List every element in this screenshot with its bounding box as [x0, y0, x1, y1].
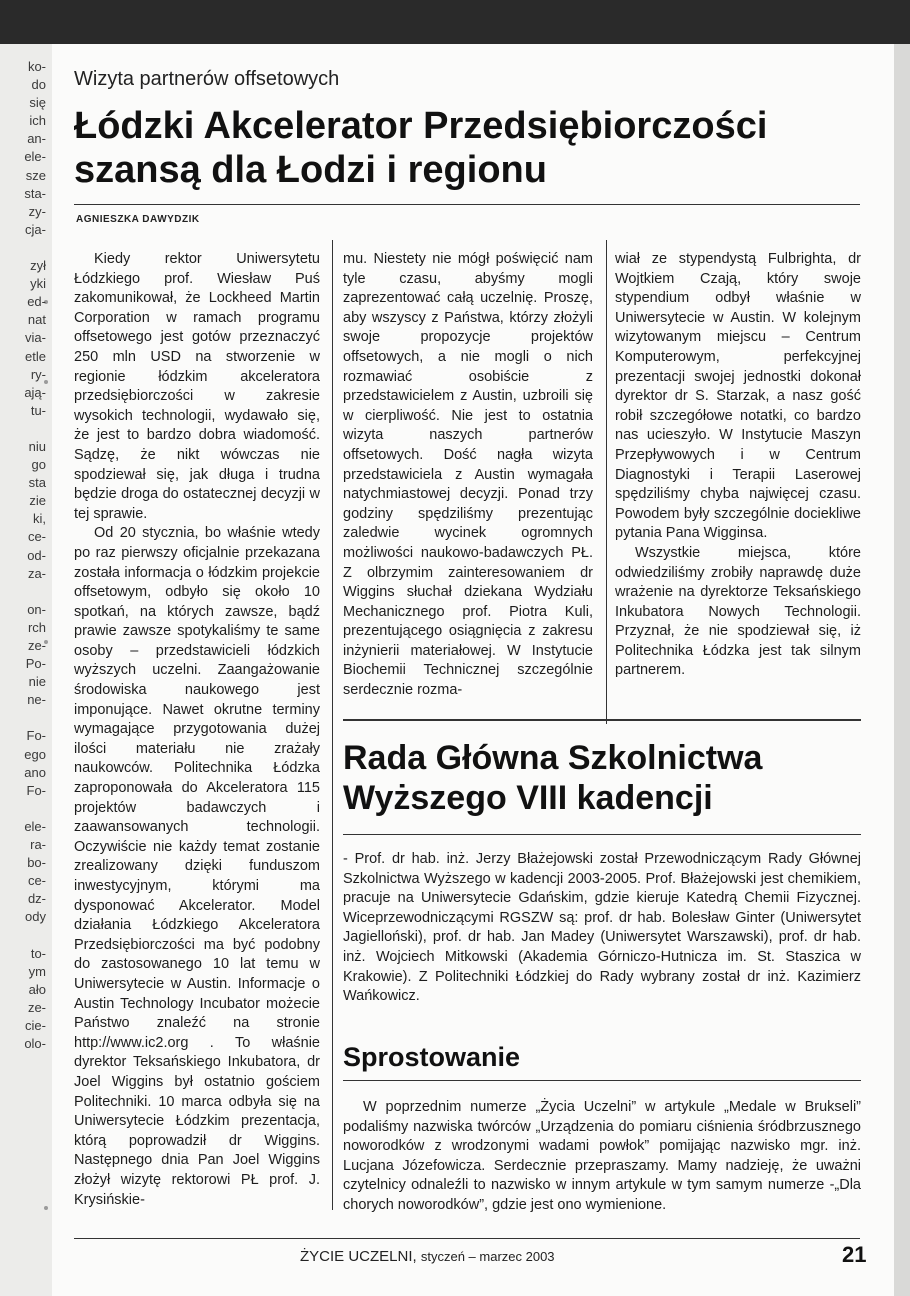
spillover-line: ze-: [27, 999, 46, 1015]
article-author: AGNIESZKA DAWYDZIK: [76, 214, 200, 225]
spillover-line: [2, 709, 46, 727]
scan-dark-border: [0, 0, 910, 44]
spillover-line: ele-: [24, 818, 46, 834]
spillover-line: go: [31, 457, 46, 473]
spillover-line: zył: [30, 258, 46, 274]
magazine-page: [52, 44, 894, 1296]
spillover-line: via-: [25, 330, 46, 346]
correction-body: W poprzednim numerze „Życia Uczelni” w artykule „Medale w Brukseli” podaliśmy nazwiska twórców „Urządzenia do pomiaru ciśnienia śródbrzusznego noworodków z wrodzonymi wadami powłok” pomijając nazwisko mgr. inż. Lucjana Józefowicza. Serdecznie przepraszamy. Mamy nadzieję, że uważni czytelnicy odnaleźli to nazwisko w innym artykule w tym samym numerze -„Dla chorych noworodków”, gdzie jest ono wymienione.: [343, 1099, 861, 1213]
journal-name: ŻYCIE UCZELNI,: [300, 1248, 417, 1265]
page-footer: [300, 1248, 555, 1265]
binding-stitch: [44, 1206, 48, 1210]
spillover-line: ego: [24, 746, 46, 762]
spillover-line: sta: [28, 475, 46, 491]
spillover-line: ze-: [27, 638, 46, 653]
article-column-2: [343, 250, 593, 701]
council-title: Rada Główna Szkolnictwa Wyższego VIII kadencji: [343, 739, 763, 817]
paragraph: Kiedy rektor Uniwersytetu Łódzkiego prof. Wiesław Puś zakomunikował, że Lockheed Martin Corporation w ramach programu offsetowego jest gotów przeznaczyć 250 mln USD na stworzenie w regionie łódzkim akceleratora przedsiębiorczości w zakresie wysokich technologii, wydawało się, że jest to bardzo dobra wiadomość. Sądzę, że nikt wówczas nie spodziewał się, jak długa i trudna będzie droga do ostatecznej decyzji w tej sprawie.: [74, 251, 320, 522]
spillover-line: się: [29, 95, 46, 111]
spillover-line: [2, 239, 46, 257]
spillover-line: ano: [24, 764, 46, 780]
spillover-line: olo-: [24, 1036, 46, 1052]
paragraph: Wszystkie miejsca, które odwiedziliśmy zrobiły naprawdę duże wrażenie na dyrektorze Teksańskiego Inkubatora Nowych Technologii. Przyznał, że nie spodziewał się, iż Politechnika Łódzka jest tak silnym partnerem.: [615, 544, 861, 679]
spillover-line: do: [31, 77, 46, 93]
headline-rule: [74, 204, 860, 205]
paragraph: wiał ze stypendystą Fulbrighta, dr Wojtkiem Czają, który swoje stypendium odbył właśnie w Uniwersytecie w Austin. W kolejnym wizytowanym miejscu – Centrum Komputerowym, perfekcyjnej prezentacji swojej jednostki dokonał dyrektor dr S. Starzak, a nasz gość robił szczegółowe notatki, co bardzo nas ucieszyło. W Instytucie Maszyn Przepływowych i w Centrum Diagnostyki i Terapii Laserowej spędziliśmy chyba najwięcej czasu. Powodem były szczególnie dociekliwe pytania Pana Wigginsa.: [615, 251, 861, 542]
spillover-line: ele-: [24, 149, 46, 165]
spillover-line: on-: [27, 601, 46, 617]
spillover-line: [2, 420, 46, 438]
spillover-line: ce-: [27, 529, 46, 545]
spillover-line: [2, 583, 46, 601]
article-kicker: Wizyta partnerów offsetowych: [74, 68, 340, 90]
spillover-line: rch: [27, 619, 46, 635]
spillover-line: niu: [28, 438, 46, 454]
spillover-line: [2, 800, 46, 818]
spillover-line: tu-: [30, 402, 46, 418]
spillover-line: ra-: [30, 837, 46, 853]
article-column-3: [615, 250, 861, 681]
footer-rule: [74, 1238, 860, 1239]
issue-date: styczeń – marzec 2003: [420, 1249, 555, 1264]
spillover-line: za-: [27, 565, 46, 581]
spillover-line: bo-: [27, 855, 46, 871]
spillover-line: sta-: [24, 185, 46, 201]
spillover-line: to-: [30, 945, 46, 961]
article-column-1: [74, 250, 320, 1210]
paragraph: Od 20 stycznia, bo właśnie wtedy po raz pierwszy oficjalnie przekazana została informacja o łódzkim projekcie offsetowym, odbyło się około 10 spotkań, na których zawsze, bądź prawie zawsze spotykaliśmy te same osoby – przedstawicieli łódzkich wyższych uczelni. Zaangażowanie środowiska naukowego jest imponujące. Nawet okrutne terminy wymagające przygotowania dużej ilości materiału nie zrażały naukowców. Politechnika Łódzka zaproponowała do Akceleratora 115 projektów badawczych i zaawansowanych technologii. Oczywiście nie każdy temat zostanie zrealizowany dzięki funduszom inwestycyjnym, którymi ma dysponować Akcelerator. Model działania Łódzkiego Akceleratora Przedsiębiorczości ma być podobny do zastosowanego 10 lat temu w Uniwersytecie w Austin. Informacje o Austin Technology Incubator możecie Państwo znaleźć na stronie http://www.ic2.org . To właśnie dyrektor Teksańskiego Inkubatora, dr Joel Wiggins był ostatnio gościem Politechniki. 10 marca odbyła się na Uniwersytecie Łódzkim prezentacja, którą poprowadził dr Wiggins. Następnego dnia Pan Joel Wiggins złożył wizytę rektorowi PŁ prof. J. Krysińskie-: [74, 525, 320, 1208]
page-edge: [894, 44, 910, 1296]
spillover-line: ają-: [24, 384, 46, 400]
spillover-line: etle: [25, 348, 46, 364]
spillover-line: od-: [27, 547, 46, 563]
section-rule: [343, 719, 861, 721]
spillover-line: ce-: [27, 873, 46, 889]
spillover-line: yki: [30, 276, 46, 292]
spillover-line: nie: [28, 674, 46, 690]
spillover-line: nat: [27, 312, 46, 328]
facing-page-spillover: [2, 58, 46, 1053]
column-divider: [606, 240, 607, 724]
spillover-line: sze: [25, 167, 46, 183]
column-divider: [332, 240, 333, 1210]
page-number: 21: [842, 1242, 867, 1267]
spillover-line: dz-: [27, 891, 46, 907]
section-rule: [343, 834, 861, 835]
spillover-line: Fo-: [26, 728, 46, 744]
spillover-line: ym: [28, 963, 46, 979]
spillover-line: Fo-: [26, 782, 46, 798]
spillover-line: ało: [28, 981, 46, 997]
council-body: - Prof. dr hab. inż. Jerzy Błażejowski został Przewodniczącym Rady Głównej Szkolnictwa Wyższego w kadencji 2003-2005. Prof. Błażejowski jest chemikiem, pracuje na Uniwersytecie Gdańskim, gdzie kieruje Katedrą Chemii Fizycznej. Wiceprzewodniczącymi RGSZW są: prof. dr hab. Bolesław Ginter (Uniwersytet Jagielloński), prof. dr hab. Jan Madey (Uniwersytet Warszawski), prof. dr hab. inż. Wojciech Mitkowski (Akademia Górniczo-Hutnicza im. St. Staszica w Krakowie). Z Politechniki Łódzkiej do Rady wybrany został dr inż. Kazimierz Wańkowicz.: [343, 851, 861, 1005]
spillover-line: zie: [29, 493, 46, 509]
spillover-line: Po-: [25, 656, 46, 672]
spillover-line: ne-: [27, 692, 46, 708]
spillover-line: an-: [27, 131, 46, 147]
spillover-line: ed-: [27, 294, 46, 310]
spillover-line: [2, 927, 46, 945]
spillover-line: ry-: [30, 366, 46, 382]
spillover-line: ki,: [33, 511, 46, 527]
article-headline: Łódzki Akcelerator Przedsiębiorczości szansą dla Łodzi i regionu: [74, 105, 768, 191]
spillover-line: zy-: [28, 203, 46, 219]
spillover-line: ko-: [27, 59, 46, 74]
spillover-line: cie-: [25, 1017, 46, 1033]
spillover-line: ich: [29, 113, 46, 129]
paragraph: mu. Niestety nie mógł poświęcić nam tyle czasu, abyśmy mogli zaprezentować całą uczelnię. Proszę, aby wszyscy z Państwa, którzy złożyli swoje propozycje projektów offsetowych, a nie mogli o nich rozmawiać osobiście z przedstawicielem z Austin, uzbroili się w cierpliwość. Nie jest to ostatnia wizyta naszych partnerów offsetowych. Dość nagła wizyta przedstawiciela z Austin wymagała natychmiastowej decyzji. Ponad trzy godziny spędziliśmy prezentując zaledwie wycinek ogromnych możliwości naukowo-badawczych PŁ. Z olbrzymim zainteresowaniem dr Wiggins słuchał dziekana Wydziału Mechanicznego prof. Piotra Kuli, prezentującego osiągnięcia z zakresu inżynierii materiałowej. W Instytucie Biochemii Technicznej szczególnie serdecznie rozma-: [343, 251, 593, 699]
correction-title: Sprostowanie: [343, 1042, 521, 1072]
spillover-line: cja-: [25, 221, 46, 237]
spillover-line: ody: [25, 909, 46, 925]
section-rule: [343, 1080, 861, 1081]
